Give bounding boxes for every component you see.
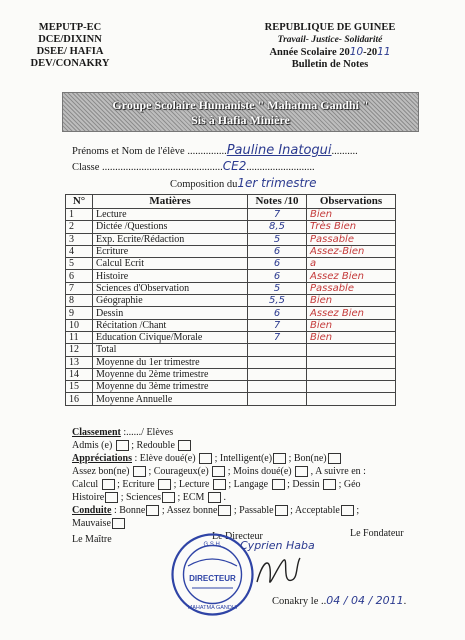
less-gifted-checkbox[interactable]: [295, 466, 308, 477]
place-label: Conakry le: [272, 596, 319, 607]
intelligent-label: ; Intelligent(e): [214, 453, 273, 464]
drawing-label: ; Dessin: [287, 479, 320, 490]
row-subject: Ecriture: [93, 245, 248, 257]
row-number: 3: [66, 233, 93, 245]
row-note: [248, 356, 307, 368]
place-date: Conakry le ..04 / 04 / 2011.: [272, 594, 407, 607]
row-observation: [307, 344, 396, 356]
reading-checkbox[interactable]: [213, 479, 226, 490]
intelligent-checkbox[interactable]: [273, 453, 286, 464]
row-observation: [307, 368, 396, 380]
table-row: [66, 356, 396, 368]
row-number: 12: [66, 344, 93, 356]
appreciation-row-2: [72, 466, 366, 478]
row-observation: Bien: [307, 295, 396, 307]
gifted-label: : Elève doué(e): [132, 453, 196, 464]
table-row: [66, 393, 396, 405]
header-observations: Observations: [307, 195, 396, 209]
school-banner: [62, 92, 419, 132]
conduct-label: Conduite: [72, 505, 112, 516]
row-number: 4: [66, 245, 93, 257]
appreciation-label: Appréciations: [72, 453, 132, 464]
svg-text:DIRECTEUR: DIRECTEUR: [189, 574, 236, 583]
row-note: [248, 344, 307, 356]
row-note: 6: [248, 270, 307, 282]
table-row: [66, 295, 396, 307]
row-number: 10: [66, 319, 93, 331]
table-row: [66, 368, 396, 380]
conduct-row-2: [72, 518, 125, 530]
row-subject: Moyenne Annuelle: [93, 393, 248, 405]
conduct-passable-checkbox[interactable]: [275, 505, 288, 516]
founder-label: Le Fondateur: [350, 528, 404, 539]
row-note: 6: [248, 245, 307, 257]
school-year: Année Scolaire 2010-2011: [269, 46, 391, 58]
country-name: REPUBLIQUE DE GUINEE: [264, 22, 396, 33]
row-number: 13: [66, 356, 93, 368]
row-observation: Assez Bien: [307, 270, 396, 282]
row-subject: Récitation /Chant: [93, 319, 248, 331]
teacher-label: Le Maître: [72, 534, 112, 545]
language-label: ; Langage: [228, 479, 269, 490]
conduct-acceptable-label: ; Acceptable: [290, 505, 340, 516]
appreciation-row-1: [72, 453, 341, 465]
sciences-label: ; Sciences: [120, 492, 161, 503]
table-row: [66, 319, 396, 331]
row-note: 6: [248, 258, 307, 270]
table-row: [66, 331, 396, 343]
history-label: Histoire: [72, 492, 105, 503]
row-subject: Géographie: [93, 295, 248, 307]
grades-table: [65, 194, 396, 406]
less-gifted-label: ; Moins doué(e): [227, 466, 292, 477]
row-subject: Moyenne du 1er trimestre: [93, 356, 248, 368]
row-subject: Sciences d'Observation: [93, 282, 248, 294]
row-observation: [307, 381, 396, 393]
row-observation: [307, 356, 396, 368]
signature-scribble: [252, 552, 302, 592]
student-name-label: Prénoms et Nom de l'élève: [72, 146, 185, 157]
composition-label: Composition du: [170, 179, 238, 190]
ministry-header: [20, 22, 120, 70]
row-note: 7: [248, 331, 307, 343]
ministry-line: MEPUTP-EC: [38, 22, 102, 33]
repeat-checkbox[interactable]: [178, 440, 191, 451]
sciences-checkbox[interactable]: [162, 492, 175, 503]
ranking-label: Classement: [72, 427, 121, 438]
ranking-text: :....../ Elèves: [120, 427, 174, 438]
table-row: [66, 258, 396, 270]
row-number: 5: [66, 258, 93, 270]
row-observation: Assez-Bien: [307, 245, 396, 257]
composition-value: 1er trimestre: [237, 176, 317, 190]
row-observation: Assez Bien: [307, 307, 396, 319]
conduct-row: Conduite : Bonne ; Assez bonne ; Passable ; Acceptable ;: [72, 505, 360, 516]
conduct-good-checkbox[interactable]: [146, 505, 159, 516]
table-row: [66, 344, 396, 356]
language-checkbox[interactable]: [272, 479, 285, 490]
row-subject: Education Civique/Morale: [93, 331, 248, 343]
header-note: Notes /10: [248, 195, 307, 209]
admitted-label: Admis (e): [72, 440, 113, 451]
conduct-fairly-good-checkbox[interactable]: [218, 505, 231, 516]
geo-label: ; Géo: [338, 479, 361, 490]
table-row: [66, 221, 396, 233]
repeat-label: ; Redouble: [131, 440, 175, 451]
svg-text:MAHATMA GANDHI: MAHATMA GANDHI: [187, 605, 238, 611]
row-number: 9: [66, 307, 93, 319]
table-row: [66, 307, 396, 319]
calc-label: Calcul: [72, 479, 99, 490]
row-note: 6: [248, 307, 307, 319]
svg-text:G.S.H.: G.S.H.: [203, 542, 222, 548]
conduct-fairly-good-label: ; Assez bonne: [161, 505, 218, 516]
row-note: [248, 381, 307, 393]
ecm-checkbox[interactable]: [208, 492, 221, 503]
row-subject: Dictée /Questions: [93, 221, 248, 233]
student-name-row: Prénoms et Nom de l'élève ...............Pauline Inatogui..........: [72, 143, 358, 158]
conduct-passable-label: ; Passable: [233, 505, 274, 516]
follow-up-label: , A suivre en :: [310, 466, 366, 477]
row-note: 8,5: [248, 221, 307, 233]
fairly-good-label: Assez bon(ne): [72, 466, 130, 477]
ministry-line: DEV/CONAKRY: [30, 58, 110, 69]
row-note: [248, 368, 307, 380]
admitted-checkbox[interactable]: [116, 440, 129, 451]
writing-checkbox[interactable]: [158, 479, 171, 490]
admission-row: [72, 440, 191, 452]
drawing-checkbox[interactable]: [323, 479, 336, 490]
row-subject: Dessin: [93, 307, 248, 319]
writing-label: ; Ecriture: [117, 479, 155, 490]
courageous-label: ; Courageux(e): [148, 466, 209, 477]
motto: Travail- Justice- Solidarité: [277, 35, 383, 45]
row-subject: Histoire: [93, 270, 248, 282]
header-number: N°: [66, 195, 93, 209]
conduct-acceptable-checkbox[interactable]: [341, 505, 354, 516]
history-checkbox[interactable]: [105, 492, 118, 503]
row-note: 5: [248, 282, 307, 294]
school-location: Sis à Hafia Minière: [191, 113, 290, 127]
row-number: 11: [66, 331, 93, 343]
student-name-value: Pauline Inatogui: [226, 143, 332, 158]
row-observation: Passable: [307, 282, 396, 294]
row-subject: Moyenne du 2ème trimestre: [93, 368, 248, 380]
table-row: [66, 282, 396, 294]
republic-header: [250, 22, 410, 71]
row-number: 6: [66, 270, 93, 282]
conduct-bad-checkbox[interactable]: [112, 518, 125, 529]
ministry-line: DCE/DIXINN: [38, 34, 102, 45]
row-subject: Exp. Ecrite/Rédaction: [93, 233, 248, 245]
row-number: 1: [66, 209, 93, 221]
date-value: 04 / 04 / 2011: [326, 594, 404, 607]
ministry-line: DSEE/ HAFIA: [36, 46, 104, 57]
table-row: [66, 233, 396, 245]
composition-row: [170, 177, 316, 191]
fairly-good-checkbox[interactable]: [133, 466, 146, 477]
row-subject: Calcul Ecrit: [93, 258, 248, 270]
row-note: [248, 393, 307, 405]
row-number: 15: [66, 381, 93, 393]
row-number: 2: [66, 221, 93, 233]
table-row: [66, 270, 396, 282]
good-label: ; Bon(ne): [288, 453, 327, 464]
row-observation: Passable: [307, 233, 396, 245]
ecm-label: ; ECM: [177, 492, 205, 503]
header-subject: Matières: [93, 195, 248, 209]
table-row: [66, 245, 396, 257]
calc-checkbox[interactable]: [102, 479, 115, 490]
row-observation: Bien: [307, 209, 396, 221]
class-value: CE2: [222, 159, 247, 173]
row-note: 7: [248, 319, 307, 331]
row-observation: [307, 393, 396, 405]
row-number: 7: [66, 282, 93, 294]
class-label: Classe: [72, 162, 100, 173]
reading-label: ; Lecture: [173, 479, 210, 490]
table-row: [66, 209, 396, 221]
follow-subjects-row-2: Histoire ; Sciences ; ECM .: [72, 492, 226, 503]
row-subject: Total: [93, 344, 248, 356]
director-label: Le Directeur: [212, 531, 263, 542]
document-title: Bulletin de Notes: [291, 59, 369, 70]
row-observation: Bien: [307, 331, 396, 343]
table-header-row: [66, 195, 396, 209]
follow-subjects-row-1: [72, 479, 361, 491]
row-subject: Lecture: [93, 209, 248, 221]
row-number: 16: [66, 393, 93, 405]
student-class-row: Classe ..............................................CE2..........................: [72, 159, 315, 173]
gifted-checkbox[interactable]: [199, 453, 212, 464]
school-name: Groupe Scolaire Humaniste " Mahatma Gandhi ": [112, 98, 369, 112]
row-note: 5,5: [248, 295, 307, 307]
row-number: 14: [66, 368, 93, 380]
row-number: 8: [66, 295, 93, 307]
row-observation: a: [307, 258, 396, 270]
row-observation: Très Bien: [307, 221, 396, 233]
director-signature: Cyprien Haba: [240, 539, 315, 552]
table-row: [66, 381, 396, 393]
conduct-bad-label: Mauvaise: [72, 518, 111, 529]
row-observation: Bien: [307, 319, 396, 331]
row-note: 7: [248, 209, 307, 221]
ranking-row: [72, 427, 173, 439]
row-note: 5: [248, 233, 307, 245]
row-subject: Moyenne du 3ème trimestre: [93, 381, 248, 393]
good-checkbox[interactable]: [328, 453, 341, 464]
conduct-good-label: : Bonne: [111, 505, 146, 516]
courageous-checkbox[interactable]: [212, 466, 225, 477]
